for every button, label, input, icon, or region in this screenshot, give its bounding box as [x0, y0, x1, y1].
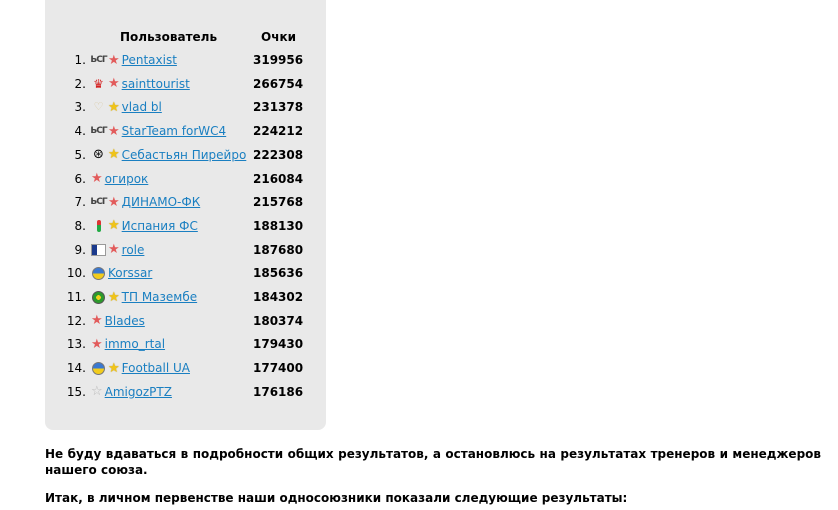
user-link[interactable]: ТП Мазембе [121, 290, 198, 304]
star-icon: ★ [108, 242, 120, 258]
paragraph-results: Итак, в личном первенстве наши односоюзники показали следующие результаты: [45, 491, 628, 505]
score-value: 188130 [253, 218, 304, 233]
ua-ball-icon [91, 267, 106, 280]
user-icons [91, 148, 246, 162]
user-icons [91, 77, 190, 91]
star-icon: ★ [108, 289, 120, 305]
user-link[interactable]: ДИНАМО-ФК [121, 195, 201, 210]
table-row [45, 74, 326, 94]
star-icon: ★ [91, 313, 103, 329]
team-icon: ЬСГ [90, 126, 107, 137]
user-icons [91, 266, 152, 280]
rank-number: 6. [74, 171, 86, 186]
star-icon: ★ [108, 123, 120, 139]
rank-number: 10. [66, 266, 86, 281]
score-value: 231378 [253, 100, 304, 115]
flag-icon [91, 243, 106, 256]
table-row [45, 169, 326, 189]
rank-number: 11. [66, 290, 86, 304]
rank-number: 8. [74, 218, 86, 233]
user-link[interactable]: immo_rtal [104, 337, 166, 352]
star-icon: ★ [108, 147, 120, 163]
star-icon: ★ [108, 52, 120, 68]
figure-icon [91, 219, 106, 232]
user-link[interactable]: огирок [104, 171, 149, 186]
table-row [45, 382, 326, 402]
score-value: 222308 [253, 147, 304, 162]
table-row [45, 334, 326, 354]
user-icons [91, 290, 197, 304]
table-row [45, 121, 326, 141]
star-icon: ★ [91, 336, 103, 352]
table-row [45, 50, 326, 70]
score-value: 319956 [253, 53, 304, 67]
star-icon: ★ [108, 194, 120, 210]
green-ball-icon [91, 291, 106, 304]
team-icon: ЬСГ [90, 55, 107, 65]
user-link[interactable]: Испания ФС [121, 218, 198, 233]
table-row [45, 263, 326, 283]
paragraph-intro: Не буду вдаваться в подробности общих результатов, а остановлюсь на результатах тренеров и менеджеров нашего союза. [45, 447, 821, 477]
leaderboard-panel [45, 0, 326, 430]
user-icons [91, 172, 148, 186]
star-icon: ★ [108, 76, 120, 92]
ua-ball-icon [91, 362, 106, 375]
table-row [45, 216, 326, 236]
column-header-points: Очки [261, 30, 296, 44]
score-value: 266754 [253, 76, 304, 91]
heart-icon: ♡ [93, 100, 104, 114]
rank-number: 12. [66, 313, 86, 328]
rank-number: 3. [74, 100, 86, 115]
user-link[interactable]: role [121, 242, 145, 257]
ball-icon: ⊛ [93, 146, 104, 162]
table-row [45, 145, 326, 165]
user-link[interactable]: vlad bl [121, 100, 162, 115]
score-value: 179430 [253, 337, 304, 352]
team-icon: ЬСГ [90, 197, 107, 208]
crown-icon: ♛ [93, 76, 104, 91]
star-icon: ★ [108, 99, 120, 115]
rank-number: 7. [74, 195, 86, 210]
rank-number: 13. [66, 337, 86, 352]
score-value: 184302 [253, 290, 304, 304]
score-value: 176186 [253, 384, 304, 399]
score-value: 180374 [253, 313, 304, 328]
rank-number: 14. [66, 361, 86, 376]
user-link[interactable]: AmigozPTZ [104, 384, 172, 399]
rank-number: 9. [74, 242, 86, 257]
table-row [45, 240, 326, 260]
star-icon: ★ [91, 171, 103, 186]
user-icons [91, 337, 165, 351]
user-icons [91, 361, 190, 375]
score-value: 187680 [253, 242, 304, 257]
user-link[interactable]: Себастьян Пирейро [121, 147, 247, 162]
star-icon: ★ [108, 218, 120, 234]
score-value: 177400 [253, 361, 304, 376]
user-icons [91, 385, 172, 399]
table-row [45, 358, 326, 378]
rank-number: 15. [66, 384, 86, 399]
table-row [45, 287, 326, 307]
user-icons [91, 100, 162, 114]
user-icons [91, 314, 145, 328]
user-icons [91, 195, 200, 209]
rank-number: 5. [74, 147, 86, 162]
user-link[interactable]: Blades [104, 313, 145, 328]
user-icons [91, 124, 226, 138]
rank-number: 1. [74, 53, 86, 67]
score-value: 215768 [253, 195, 304, 210]
user-link[interactable]: sainttourist [121, 76, 190, 91]
table-row [45, 311, 326, 331]
score-value: 185636 [253, 266, 304, 281]
user-link[interactable]: Pentaxist [121, 53, 177, 67]
user-icons [91, 243, 144, 257]
star-icon: ☆ [91, 384, 103, 400]
rank-number: 2. [74, 76, 86, 91]
table-row [45, 97, 326, 117]
column-header-user: Пользователь [120, 30, 218, 44]
user-link[interactable]: Football UA [121, 361, 190, 376]
score-value: 216084 [253, 171, 304, 186]
user-icons [91, 219, 198, 233]
table-row [45, 192, 326, 212]
star-icon: ★ [108, 360, 120, 376]
score-value: 224212 [253, 124, 304, 139]
user-link[interactable]: Korssar [108, 266, 153, 281]
user-link[interactable]: StarTeam forWC4 [121, 124, 227, 139]
rank-number: 4. [74, 124, 86, 139]
user-icons [91, 53, 177, 67]
